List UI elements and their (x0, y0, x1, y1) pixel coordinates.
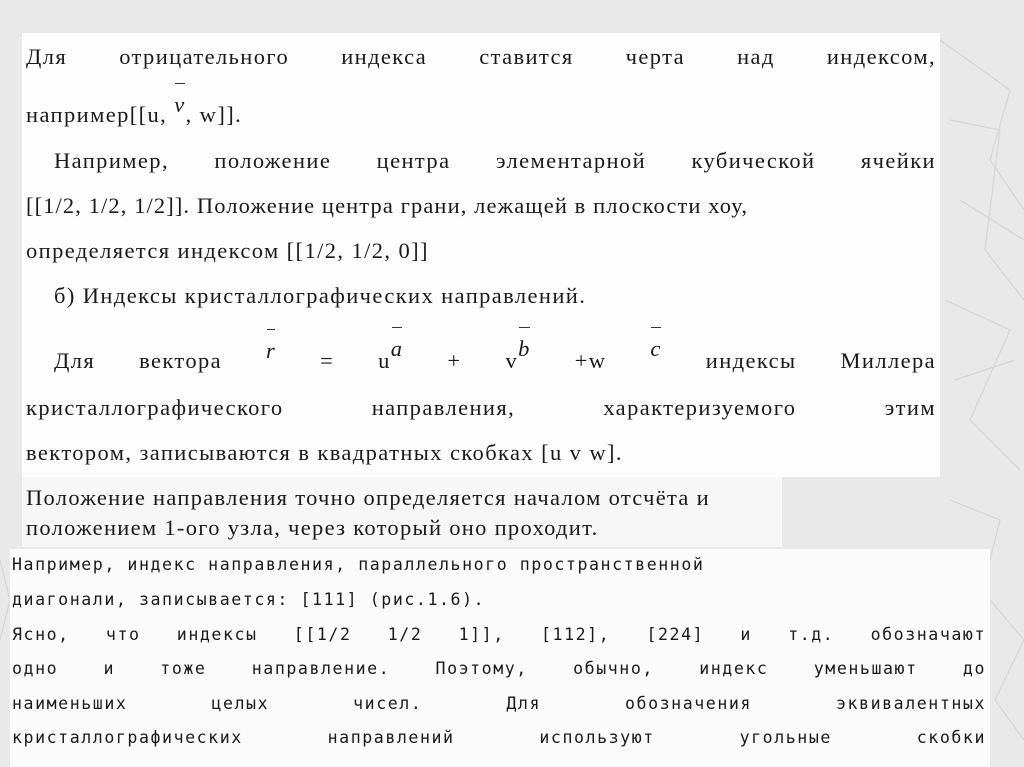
paragraph-2-line-3: определяется индексом [[1/2, 1/2, 0]] (26, 238, 429, 263)
vector-b: b (518, 336, 531, 361)
paragraph-5-line-3: Ясно, что индексы [[1/2 1/2 1]], [112], [224] и т.д. обозначают (12, 625, 986, 644)
paragraph-2-line-2: [[1/2, 1/2, 1/2]]. Положение центра грани, лежащей в плоскости хоу, (26, 193, 749, 218)
paragraph-3-line-1 (54, 336, 937, 374)
paragraph-3-line-3: вектором, записываются в квадратных скобках [u v w]. (26, 440, 623, 465)
vector-a: a (390, 336, 404, 361)
paragraph-5-line-6: кристаллографических направлений используют угольные скобки (12, 728, 986, 747)
paragraph-4-line-1: Положение направления точно определяется началом отсчёта и (26, 485, 710, 510)
paragraph-2-line-1: Например, положение центра элементарной кубической ячейки (54, 148, 936, 173)
paragraph-3-line-2: кристаллографического направления, характеризуемого этим (26, 395, 936, 420)
text-segment: , w]]. (185, 102, 243, 127)
word: индексы (705, 348, 797, 373)
section-heading: б) Индексы кристаллографических направлений. (54, 283, 587, 308)
vector-r: r (265, 338, 277, 363)
word: вектора (139, 348, 223, 373)
equals-sign: = (320, 348, 335, 373)
word: Миллера (840, 348, 937, 373)
text-segment: например[[u, (26, 102, 175, 127)
paragraph-4-line-2: положением 1-ого узла, через который оно проходит. (26, 515, 599, 540)
paragraph-5-line-2: диагонали, записывается: [111] (рис.1.6). (12, 590, 486, 609)
symbol-w: +w (574, 348, 607, 373)
plus-sign: + (447, 348, 462, 373)
vector-c: c (650, 336, 662, 361)
word: Для (54, 348, 96, 373)
paragraph-1-line-1: Для отрицательного индекса ставится черта над индексом, (26, 44, 936, 69)
paragraph-5-line-5: наименьших целых чисел. Для обозначения эквивалентных (12, 694, 986, 713)
paragraph-5-line-1: Например, индекс направления, параллельного пространственной (12, 555, 705, 574)
paragraph-1-line-2 (26, 92, 936, 128)
symbol-u: ua (378, 336, 404, 373)
paragraph-5-line-4: одно и тоже направление. Поэтому, обычно, индекс уменьшают до (12, 659, 986, 678)
symbol-v: vb (505, 336, 531, 373)
overlined-v: v (174, 92, 186, 117)
